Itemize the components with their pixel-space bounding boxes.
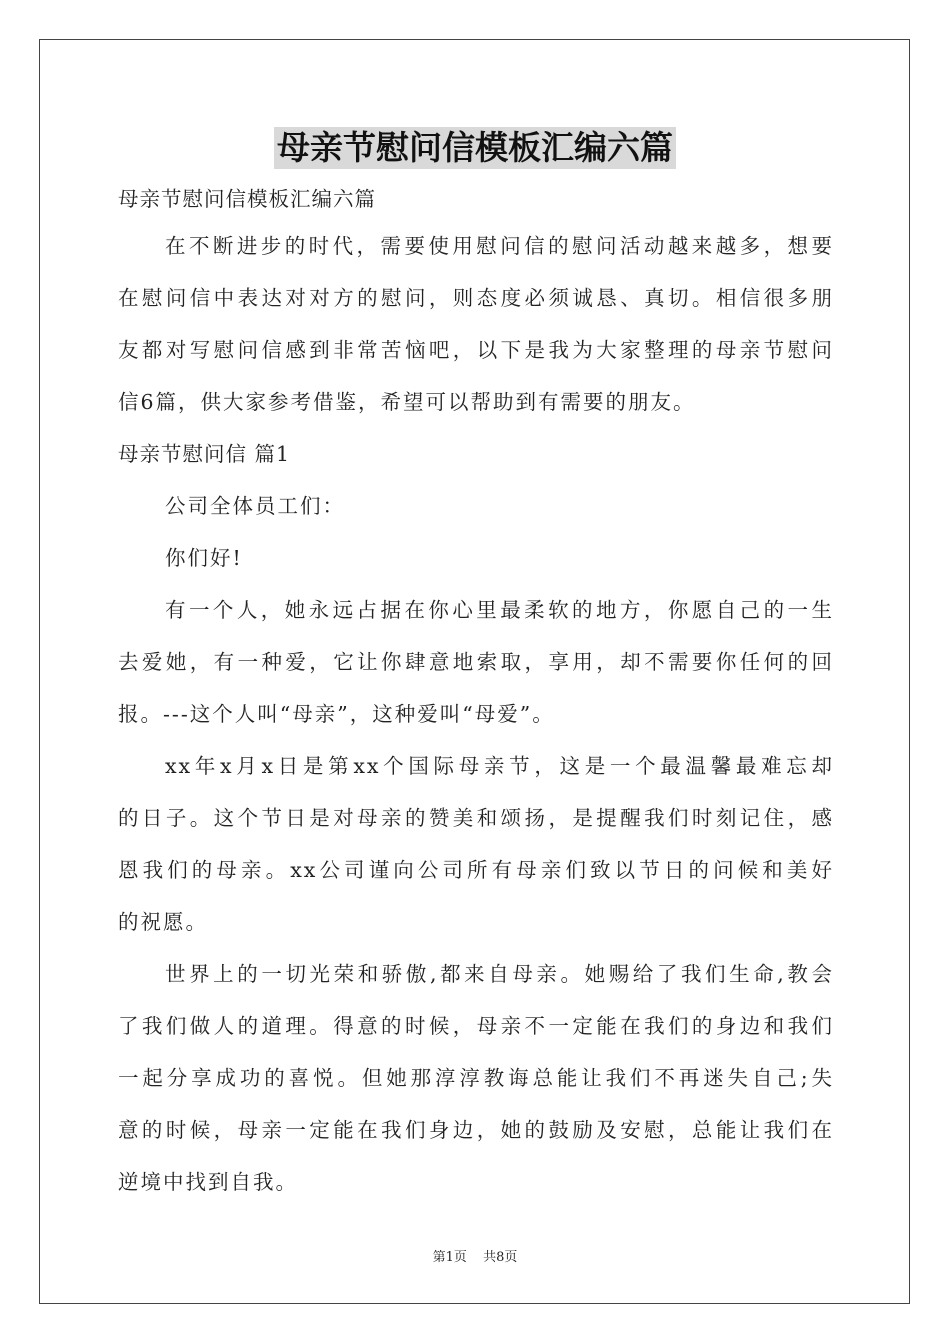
paragraph-line: xx年x月x日是第xx个国际母亲节，这是一个最温馨最难忘却 <box>165 754 834 778</box>
paragraph-line: 了我们做人的道理。得意的时候，母亲不一定能在我们的身边和我们 <box>118 1014 834 1038</box>
paragraph-line: 逆境中找到自我。 <box>118 1170 298 1194</box>
page-number-total: 共8页 <box>483 1250 518 1265</box>
intro-paragraph <box>118 220 834 428</box>
paragraph-2 <box>118 740 834 948</box>
page-footer <box>0 1246 950 1265</box>
paragraph-line: 有一个人，她永远占据在你心里最柔软的地方，你愿自己的一生 <box>165 598 834 622</box>
section-heading: 母亲节慰问信 篇1 <box>118 442 291 466</box>
salutation-line: 你们好! <box>165 546 243 570</box>
paragraph-3 <box>118 948 834 1208</box>
intro-line: 在慰问信中表达对对方的慰问，则态度必须诚恳、真切。相信很多朋 <box>118 286 834 310</box>
document-subtitle: 母亲节慰问信模板汇编六篇 <box>118 187 376 211</box>
paragraph-line: 恩我们的母亲。xx公司谨向公司所有母亲们致以节日的问候和美好 <box>118 858 834 882</box>
document-body <box>118 180 834 1208</box>
greeting-line: 公司全体员工们： <box>165 494 345 518</box>
title-area <box>0 127 950 169</box>
intro-line: 在不断进步的时代，需要使用慰问信的慰问活动越来越多，想要 <box>165 234 834 258</box>
paragraph-line: 一起分享成功的喜悦。但她那淳淳教诲总能让我们不再迷失自己;失 <box>118 1066 834 1090</box>
paragraph-line: 的祝愿。 <box>118 910 208 934</box>
intro-line: 信6篇，供大家参考借鉴，希望可以帮助到有需要的朋友。 <box>118 390 696 414</box>
page-number-current: 第1页 <box>432 1250 467 1265</box>
paragraph-line: 报。---这个人叫“母亲”，这种爱叫“母爱”。 <box>118 702 555 726</box>
intro-line: 友都对写慰问信感到非常苦恼吧，以下是我为大家整理的母亲节慰问 <box>118 338 834 362</box>
paragraph-line: 意的时候，母亲一定能在我们身边，她的鼓励及安慰，总能让我们在 <box>118 1118 834 1142</box>
paragraph-1 <box>118 584 834 740</box>
paragraph-line: 的日子。这个节日是对母亲的赞美和颂扬，是提醒我们时刻记住，感 <box>118 806 834 830</box>
page-title: 母亲节慰问信模板汇编六篇 <box>274 127 676 169</box>
paragraph-line: 去爱她，有一种爱，它让你肆意地索取，享用，却不需要你任何的回 <box>118 650 834 674</box>
paragraph-line: 世界上的一切光荣和骄傲,都来自母亲。她赐给了我们生命,教会 <box>165 962 834 986</box>
